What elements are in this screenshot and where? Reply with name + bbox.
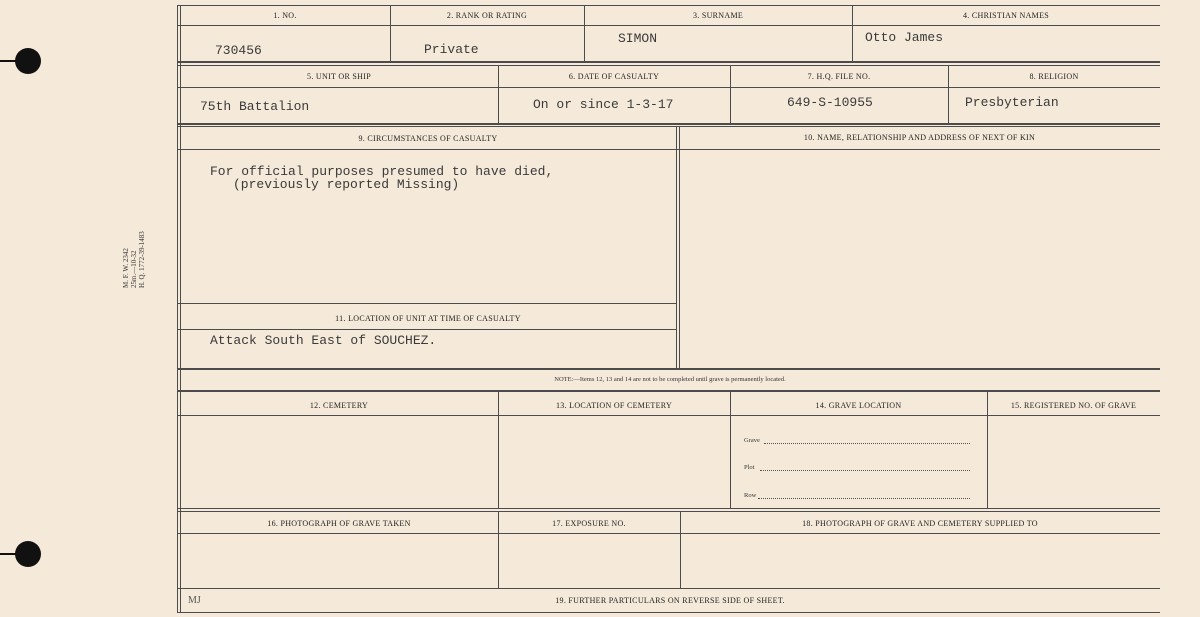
row-dots [758, 498, 970, 499]
location-value: Attack South East of SOUCHEZ. [210, 333, 437, 348]
note-top-line [177, 368, 1160, 370]
footer-bottom-line [177, 612, 1160, 613]
note-bottom-line [177, 390, 1160, 392]
location-header-line [177, 329, 676, 330]
surname-value: SIMON [618, 31, 658, 46]
circumstances-line1: For official purposes presumed to have died, [210, 164, 554, 179]
row2-bottom-line [177, 123, 1160, 125]
row3-header-line [177, 149, 1160, 150]
header-cemetery: 12. CEMETERY [309, 401, 369, 410]
header-photo-supplied: 18. PHOTOGRAPH OF GRAVE AND CEMETERY SUPPLIED TO [802, 519, 1038, 528]
footer-text: 19. FURTHER PARTICULARS ON REVERSE SIDE OF SHEET. [555, 596, 785, 605]
christian-names-value: Otto James [865, 30, 944, 45]
header-location: 11. LOCATION OF UNIT AT TIME OF CASUALTY [335, 314, 521, 323]
header-registered-no: 15. REGISTERED NO. OF GRAVE [1010, 401, 1137, 410]
header-religion: 8. RELIGION [1029, 72, 1079, 81]
side-print-line3: H. Q. 1772-39-1483 [138, 231, 146, 288]
row5-header-line [177, 533, 1160, 534]
row3-div [676, 126, 677, 368]
row1-bottom-line [177, 61, 1160, 63]
punch-hole-bottom [15, 541, 41, 567]
row4-header-line [177, 415, 1160, 416]
header-rank: 2. RANK OR RATING [446, 11, 528, 20]
row3-top-line [177, 126, 1160, 127]
row2-header-line [177, 87, 1160, 88]
header-unit: 5. UNIT OR SHIP [307, 72, 371, 81]
side-print [122, 218, 146, 288]
left-border [177, 5, 178, 612]
date-value: On or since 1-3-17 [533, 97, 674, 112]
service-number: 730456 [215, 43, 262, 58]
row5-top-line [177, 511, 1160, 512]
row2-top-line [177, 65, 1160, 66]
header-surname: 3. SURNAME [692, 11, 744, 20]
header-circumstances: 9. CIRCUMSTANCES OF CASUALTY [358, 134, 498, 143]
plot-dots [760, 470, 970, 471]
punch-mark-bottom [0, 553, 18, 555]
location-top-line [177, 303, 676, 304]
header-cemetery-location: 13. LOCATION OF CEMETERY [555, 401, 673, 410]
side-print-line1: M. F. W. 2342 [122, 248, 130, 288]
unit-value: 75th Battalion [200, 99, 310, 114]
rank-value: Private [424, 42, 479, 57]
grave-dots [764, 443, 970, 444]
header-next-of-kin: 10. NAME, RELATIONSHIP AND ADDRESS OF NEXT OF KIN [803, 133, 1036, 142]
religion-value: Presbyterian [965, 95, 1059, 110]
punch-hole-top [15, 48, 41, 74]
header-no: 1. NO. [273, 11, 297, 20]
grave-label: Grave [744, 437, 760, 444]
header-hq-file: 7. H.Q. FILE NO. [807, 72, 871, 81]
header-grave-location: 14. GRAVE LOCATION [815, 401, 902, 410]
header-christian-names: 4. CHRISTIAN NAMES [962, 11, 1050, 20]
row3-div-inner [679, 126, 680, 368]
side-print-line2: 25m.—10-32 [130, 250, 138, 288]
header-date: 6. DATE OF CASUALTY [568, 72, 660, 81]
row5-bottom-line [177, 588, 1160, 589]
note-text: NOTE:—Items 12, 13 and 14 are not to be completed until grave is permanently located. [554, 376, 786, 383]
circumstances-line2: (previously reported Missing) [233, 177, 460, 192]
header-exposure: 17. EXPOSURE NO. [552, 519, 626, 528]
row1-top-line [177, 5, 1160, 6]
row4-bottom-line [177, 508, 1160, 509]
hq-file-value: 649-S-10955 [787, 95, 873, 110]
punch-mark-top [0, 60, 18, 62]
row-label: Row [744, 492, 757, 499]
plot-label: Plot [744, 464, 755, 471]
row1-header-line [177, 25, 1160, 26]
initials: MJ [188, 595, 201, 606]
header-photo-taken: 16. PHOTOGRAPH OF GRAVE TAKEN [267, 519, 411, 528]
